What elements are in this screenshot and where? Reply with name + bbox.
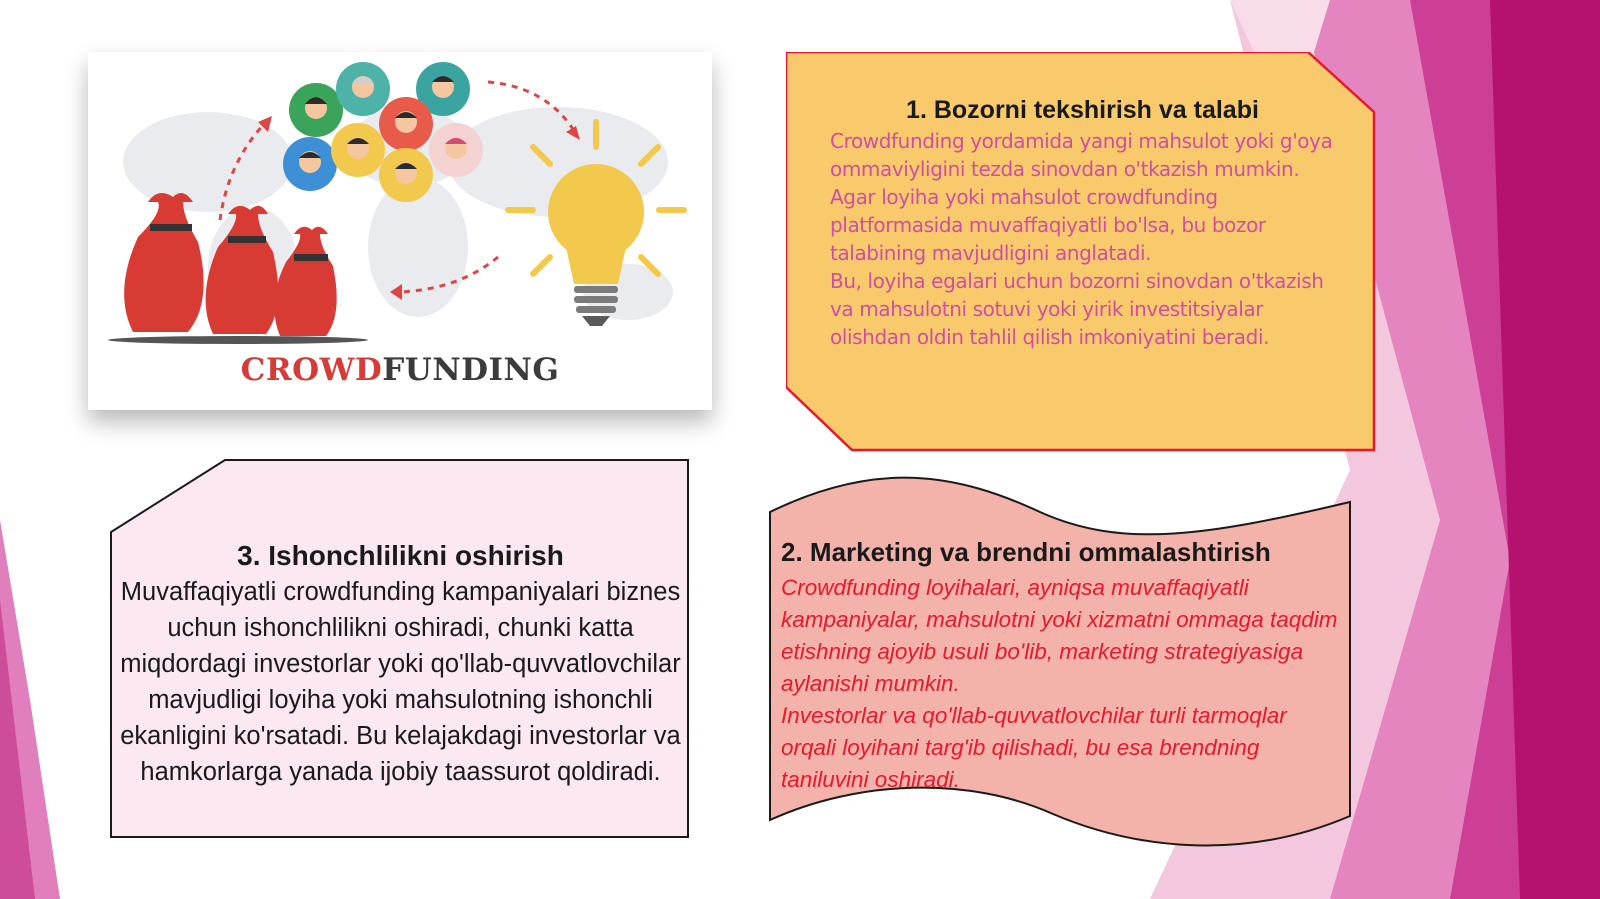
box1-paragraph: Crowdfunding yordamida yangi mahsulot yoki g'oya ommaviyligini tezda sinovdan o'tkazish mumkin. Agar loyiha yoki mahsulot crowdfunding platformasida muvaffaqiyatli bo'lsa, bu bozor talabining mavjudligini anglatadi. xyxy=(830,129,1333,265)
box2-title: 2. Marketing va brendni ommalashtirish xyxy=(781,537,1271,567)
box1-market-demand xyxy=(830,96,1335,351)
box1-body xyxy=(830,127,1335,351)
box3-title: 3. Ishonchlilikni oshirish xyxy=(237,540,564,571)
people-avatars-icon xyxy=(283,62,483,202)
crowdfunding-logo xyxy=(88,352,712,388)
logo-part-crowd: CROWD xyxy=(240,352,383,388)
box2-body xyxy=(781,572,1341,796)
crowdfunding-image xyxy=(88,52,712,410)
box3-body: Muvaffaqiyatli crowdfunding kampaniyalari biznes uchun ishonchlilikni oshiradi, chunki katta miqdordagi investorlar yoki qo'llab-quvvatlovchilar mavjudligi loyiha yoki mahsulotning ishonchli ekanligini ko'rsatadi. Bu kelajakdagi investorlar va hamkorlarga yanada ijobiy taassurot qoldiradi. xyxy=(120,578,681,786)
money-bag-icon xyxy=(108,193,368,344)
box2-marketing xyxy=(781,537,1341,796)
box1-title: 1. Bozorni tekshirish va talabi xyxy=(906,96,1259,124)
box1-paragraph: Bu, loyiha egalari uchun bozorni sinovdan o'tkazish va mahsulotni sotuvi yoki yirik investitsiyalar olishdan oldin tahlil qilish imkoniyatini beradi. xyxy=(830,269,1324,349)
box3-credibility xyxy=(118,540,683,790)
logo-part-funding: FUNDING xyxy=(382,352,560,388)
box2-paragraph: Crowdfunding loyihalari, ayniqsa muvaffaqiyatli kampaniyalar, mahsulotni yoki xizmatni ommaga taqdim etishning ajoyib usuli bo'lib, marketing strategiyasiga aylanishi mumkin. xyxy=(781,575,1338,696)
box2-paragraph: Investorlar va qo'llab-quvvatlovchilar turli tarmoqlar orqali loyihani targ'ib qilishadi, bu esa brendning taniluvini oshiradi. xyxy=(781,703,1287,792)
